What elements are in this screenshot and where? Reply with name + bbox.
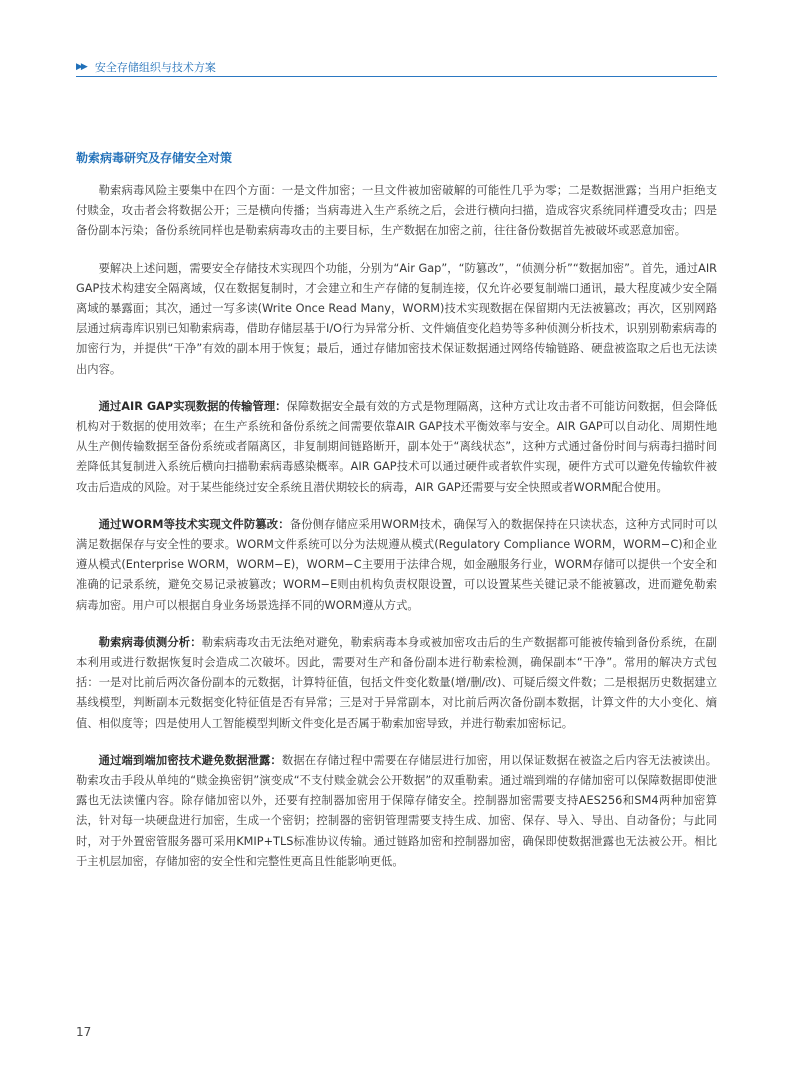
paragraph-worm <box>76 515 717 616</box>
paragraph-text: 数据在存储过程中需要在存储层进行加密，用以保证数据在被盗之后内容无法被读出。勒索攻击手段从单纯的“赎金换密钥”演变成“不支付赎金就会公开数据”的双重勒索。通过端到端的存储加密可以保障数据即使泄露也无法读懂内容。除存储加密以外，还要有控制器加密用于保障存储安全。控制器加密需要支持AES256和SM4两种加密算法，针对每一块硬盘进行加密，生成一个密钥；控制器的密钥管理需要支持生成、加密、保存、导入、导出、自动备份；与此同时，对于外置密管服务器可采用KMIP+TLS标准协议传输。通过链路加密和控制器加密，确保即使数据泄露也无法被公开。相比于主机层加密，存储加密的安全性和完整性更高且性能影响更低。 <box>76 753 717 868</box>
body-content <box>76 181 717 889</box>
paragraph-lead: 通过AIR GAP实现数据的传输管理： <box>98 399 287 413</box>
page-number: 17 <box>76 1025 92 1039</box>
paragraph-text: 勒索病毒攻击无法绝对避免，勒索病毒本身或被加密攻击后的生产数据都可能被传输到备份系统，在副本利用或进行数据恢复时会造成二次破坏。因此，需要对生产和备份副本进行勒索检测，确保副本“干净”。常用的解决方式包括：一是对比前后两次备份副本的元数据，计算特征值，包括文件变化数量(增/删/改)、可疑后缀文件数；二是根据历史数据建立基线模型，判断副本元数据变化特征值是否有异常；三是对于异常副本，对比前后两次备份副本数据，计算文件的大小变化、熵值、相似度等；四是使用人工智能模型判断文件变化是否属于勒索加密导致，并进行勒索加密标记。 <box>76 635 717 730</box>
paragraph-lead: 通过WORM等技术实现文件防篡改： <box>98 517 290 531</box>
paragraph-text: 保障数据安全最有效的方式是物理隔离，这种方式让攻击者不可能访问数据，但会降低机构对于数据的使用效率；在生产系统和备份系统之间需要依靠AIR GAP技术平衡效率与安全。AIR GAP可以自动化、周期性地从生产侧传输数据至备份系统或者隔离区，非复制期间链路断开，副本处于“离线状态”，这种方式通过备份时间与病毒扫描时间差降低其复制进入系统后横向扫描勒索病毒感染概率。AIR GAP技术可以通过硬件或者软件实现，硬件方式可以避免传输软件被攻击后造成的风险。对于某些能绕过安全系统且潜伏期较长的病毒，AIR GAP还需要与安全快照或者WORM配合使用。 <box>76 399 718 494</box>
paragraph-lead: 通过端到端加密技术避免数据泄露： <box>98 753 282 767</box>
paragraph-text: 勒索病毒风险主要集中在四个方面：一是文件加密；一旦文件被加密破解的可能性几乎为零；二是数据泄露；当用户拒绝支付赎金，攻击者会将数据公开；三是横向传播；当病毒进入生产系统之后，会进行横向扫描，造成容灾系统同样遭受攻击；四是备份副本污染；备份系统同样也是勒索病毒攻击的主要目标，生产数据在加密之前，往往备份数据首先被破坏或恶意加密。 <box>76 184 717 238</box>
paragraph-air-gap <box>76 397 717 498</box>
paragraph-functions <box>76 259 717 380</box>
header-title: 安全存储组织与技术方案 <box>94 61 216 74</box>
paragraph-text: 要解决上述问题，需要安全存储技术实现四个功能，分别为“Air Gap”，“防篡改”，“侦测分析”“数据加密”。首先，通过AIR GAP技术构建安全隔离域，仅在数据复制时，才会建立和生产存储的复制连接，仅允许必要复制端口通讯，最大程度减少安全隔离域的暴露面；其次，通过一写多读(Write Once Read Many，WORM)技术实现数据在保留期内无法被篡改；再次，区别网路层通过病毒库识别已知勒索病毒，借助存储层基于I/O行为异常分析、文件熵值变化趋势等多种侦测分析技术，识别别勒索病毒的加密行为，并提供“干净”有效的副本用于恢复；最后，通过存储加密技术保证数据通过网络传输链路、硬盘被盗取之后也无法读出内容。 <box>76 261 717 376</box>
paragraph-detection <box>76 633 717 734</box>
paragraph-encryption <box>76 751 717 872</box>
section-title: 勒索病毒研究及存储安全对策 <box>76 151 233 165</box>
header-divider <box>76 76 717 77</box>
paragraph-lead: 勒索病毒侦测分析： <box>98 635 202 649</box>
paragraph-risks <box>76 181 717 242</box>
running-header <box>76 58 717 76</box>
paragraph-text: 备份侧存储应采用WORM技术，确保写入的数据保持在只读状态，这种方式同时可以满足数据保存与安全性的要求。WORM文件系统可以分为法规遵从模式(Regulatory Compliance WORM，WORM−C)和企业遵从模式(Enterprise WORM，WORM−E)，WORM−C主要用于法律合规，如金融服务行业，WORM存储可以提供一个安全和准确的记录系统，避免交易记录被篡改；WORM−E则由机构负责权限设置，可以设置某些关键记录不能被篡改，进而避免勒索病毒加密。用户可以根据自身业务场景选择不同的WORM遵从方式。 <box>76 517 717 612</box>
double-arrow-icon: ▶▶ <box>76 62 86 72</box>
